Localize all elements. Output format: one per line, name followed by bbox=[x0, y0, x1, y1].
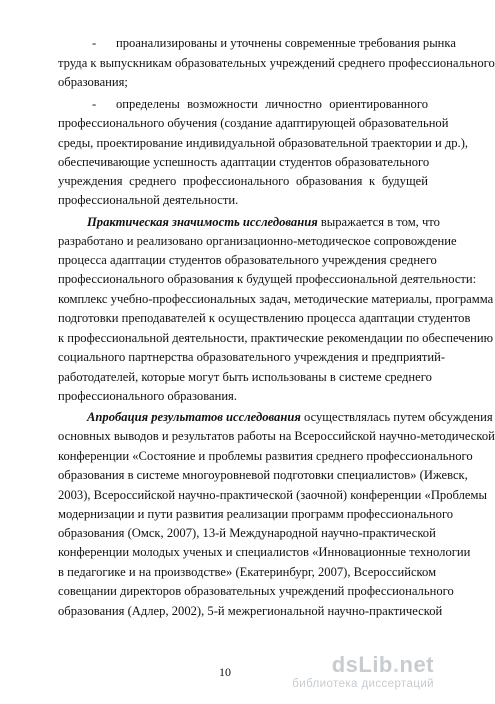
line-text: выражается в том, что bbox=[317, 215, 440, 229]
text-line bbox=[87, 212, 440, 232]
text-line bbox=[58, 53, 495, 73]
text-line bbox=[58, 171, 428, 191]
list-dash: - bbox=[92, 97, 97, 111]
line-text: образования; bbox=[58, 75, 128, 89]
watermark-subtitle: библиотека диссертаций bbox=[292, 678, 434, 690]
text-line bbox=[58, 289, 494, 309]
text-line bbox=[58, 113, 449, 133]
line-text: разработано и реализовано организационно-методическое сопровождение bbox=[58, 234, 457, 248]
text-line bbox=[58, 152, 428, 172]
paragraph-lead: Практическая значимость исследования bbox=[87, 215, 318, 229]
text-line bbox=[58, 386, 428, 406]
line-text: работодателей, которые могут быть использованы в системе среднего bbox=[58, 370, 432, 384]
text-line bbox=[58, 328, 494, 348]
line-text: профессионального обучения (создание адаптирующей образовательной bbox=[58, 116, 449, 130]
text-line bbox=[58, 581, 454, 601]
watermark bbox=[260, 652, 438, 694]
line-text: совещании директоров образовательных учреждений профессионального bbox=[58, 584, 454, 598]
line-text: подготовки преподавателей к осуществлению процесса адаптации студентов bbox=[58, 311, 471, 325]
text-line bbox=[58, 367, 432, 387]
watermark-logo: dsLib.net bbox=[331, 652, 434, 677]
text-line bbox=[58, 542, 471, 562]
line-text: конференции «Состояние и проблемы развития среднего профессионального bbox=[58, 449, 473, 463]
text-line bbox=[58, 231, 457, 251]
text-line bbox=[58, 308, 471, 328]
line-text: основных выводов и результатов работы на Всероссийской научно-методической bbox=[58, 429, 495, 443]
text-line bbox=[58, 269, 477, 289]
line-text: образования (Омск, 2007), 13-й Международной научно-практической bbox=[58, 526, 436, 540]
line-text: среды, проектирование индивидуальной образовательной траектории и др.), bbox=[58, 136, 469, 150]
line-text: труда к выпускникам образовательных учреждений среднего профессионального bbox=[58, 56, 495, 70]
text-line bbox=[58, 190, 428, 210]
line-text: конференции молодых ученых и специалистов «Инновационные технологии bbox=[58, 545, 471, 559]
text-line bbox=[92, 33, 456, 53]
line-text: образования в системе многоуровневой подготовки специалистов» (Ижевск, bbox=[58, 468, 468, 482]
line-text: модернизации и пути развития реализации программ профессионального bbox=[58, 507, 454, 521]
list-dash: - bbox=[92, 36, 97, 50]
line-text: обеспечивающие успешность адаптации студентов образовательного bbox=[58, 155, 430, 169]
text-line bbox=[58, 523, 436, 543]
text-line bbox=[58, 446, 473, 466]
paragraph-lead: Апробация результатов исследования bbox=[87, 410, 301, 424]
text-line bbox=[58, 347, 446, 367]
line-text: учреждения среднего профессионального образования к будущей bbox=[58, 174, 428, 188]
line-text: процесса адаптации студентов образовательного учреждения среднего bbox=[58, 253, 437, 267]
text-line bbox=[58, 133, 469, 153]
line-text: 2003), Всероссийской научно-практической (заочной) конференции «Проблемы bbox=[58, 488, 487, 502]
text-line bbox=[58, 465, 468, 485]
page-number: 10 bbox=[219, 665, 231, 679]
line-text: проанализированы и уточнены современные требования рынка bbox=[116, 36, 456, 50]
line-text: к профессиональной деятельности, практические рекомендации по обеспечению bbox=[58, 331, 494, 345]
line-text: определены возможности личностно ориентированного bbox=[116, 97, 428, 111]
line-text: профессионального образования. bbox=[58, 389, 237, 403]
text-line bbox=[92, 94, 428, 114]
text-line bbox=[58, 485, 487, 505]
line-text: социального партнерства образовательного учреждения и предприятий- bbox=[58, 350, 446, 364]
line-text: осуществлялась путем обсуждения bbox=[300, 410, 493, 424]
text-line bbox=[58, 562, 437, 582]
text-line bbox=[58, 426, 495, 446]
text-line bbox=[87, 407, 493, 427]
line-text: профессионального образования к будущей профессиональной деятельности: bbox=[58, 272, 477, 286]
line-text: образования (Адлер, 2002), 5-й межрегиональной научно-практической bbox=[58, 604, 443, 618]
text-line bbox=[58, 601, 443, 621]
text-line bbox=[58, 250, 437, 270]
line-text: в педагогике и на производстве» (Екатеринбург, 2007), Всероссийском bbox=[58, 565, 437, 579]
text-line bbox=[58, 504, 454, 524]
text-line bbox=[58, 72, 428, 92]
line-text: профессиональной деятельности. bbox=[58, 193, 239, 207]
line-text: комплекс учебно-профессиональных задач, методические материалы, программа bbox=[58, 292, 494, 306]
